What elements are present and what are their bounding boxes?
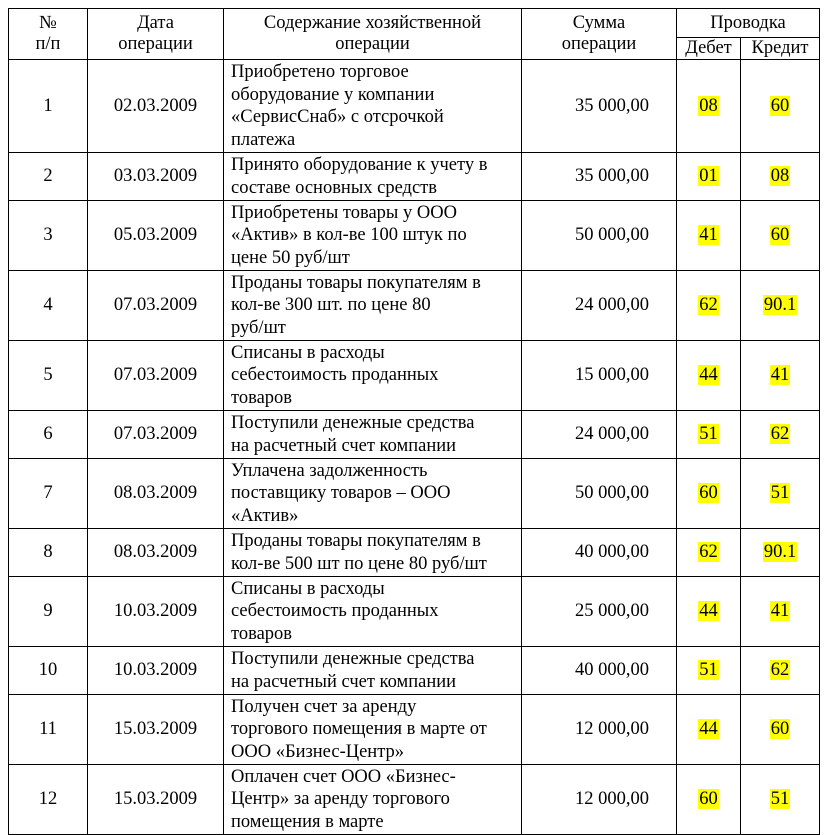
table-row <box>9 341 820 411</box>
row-content-line: Получен счет за аренду <box>231 696 417 717</box>
row-content <box>224 411 522 459</box>
row-date: 03.03.2009 <box>88 153 224 201</box>
row-content <box>224 647 522 695</box>
header-date <box>88 9 224 60</box>
table-row <box>9 153 820 201</box>
row-amount: 15 000,00 <box>522 341 677 411</box>
debit-account: 60 <box>699 789 718 810</box>
row-amount: 12 000,00 <box>522 765 677 835</box>
debit-account: 44 <box>699 601 718 622</box>
credit-account: 08 <box>770 166 790 187</box>
row-credit <box>741 765 820 835</box>
row-num: 7 <box>9 459 88 529</box>
row-content <box>224 695 522 765</box>
debit-account: 41 <box>699 225 718 246</box>
row-credit <box>741 411 820 459</box>
header-amount-line1: Сумма <box>572 13 626 33</box>
header-num-line1: № <box>39 13 57 33</box>
row-content-line: цене 50 руб/шт <box>231 247 350 268</box>
row-date: 07.03.2009 <box>88 341 224 411</box>
credit-account: 41 <box>770 601 790 622</box>
credit-account: 41 <box>770 365 790 386</box>
debit-account: 51 <box>699 660 718 681</box>
row-num: 8 <box>9 529 88 577</box>
row-content-line: Приобретены товары у ООО <box>231 202 457 223</box>
row-content-line: Уплачена задолженность <box>231 460 428 481</box>
table-row <box>9 695 820 765</box>
row-content <box>224 60 522 153</box>
row-credit <box>741 529 820 577</box>
row-content-line: «Актив» в кол-ве 100 штук по <box>231 225 467 246</box>
debit-account: 51 <box>699 424 718 445</box>
table-row <box>9 201 820 271</box>
debit-account: 62 <box>699 542 718 563</box>
table-header <box>9 9 820 60</box>
row-content-line: помещения в марте <box>231 811 384 832</box>
debit-account: 60 <box>699 483 718 504</box>
table-row <box>9 529 820 577</box>
row-amount: 12 000,00 <box>522 695 677 765</box>
row-date: 08.03.2009 <box>88 529 224 577</box>
row-num: 11 <box>9 695 88 765</box>
header-posting: Проводка <box>677 9 820 38</box>
row-content <box>224 153 522 201</box>
row-credit <box>741 695 820 765</box>
header-date-line1: Дата <box>137 13 174 33</box>
row-num: 12 <box>9 765 88 835</box>
row-content-line: «Актив» <box>231 505 299 526</box>
row-num: 4 <box>9 271 88 341</box>
row-amount: 50 000,00 <box>522 201 677 271</box>
row-content-line: Списаны в расходы <box>231 342 385 363</box>
header-content-line2: операции <box>335 34 410 54</box>
row-debit <box>677 411 741 459</box>
row-num: 1 <box>9 60 88 153</box>
row-content-line: Поступили денежные средства <box>231 649 475 669</box>
row-num: 6 <box>9 411 88 459</box>
header-content <box>224 9 522 60</box>
row-content <box>224 341 522 411</box>
row-credit <box>741 271 820 341</box>
row-date: 15.03.2009 <box>88 695 224 765</box>
row-credit <box>741 647 820 695</box>
row-amount: 40 000,00 <box>522 647 677 695</box>
row-content <box>224 529 522 577</box>
row-content-line: Проданы товары покупателям в <box>231 531 481 551</box>
row-debit <box>677 201 741 271</box>
row-content-line: Приобретено торговое <box>231 62 409 82</box>
header-amount <box>522 9 677 60</box>
table-body <box>9 60 820 835</box>
row-amount: 50 000,00 <box>522 459 677 529</box>
row-num: 3 <box>9 201 88 271</box>
table-row <box>9 60 820 153</box>
debit-account: 01 <box>699 166 718 187</box>
row-date: 07.03.2009 <box>88 271 224 341</box>
row-date: 15.03.2009 <box>88 765 224 835</box>
row-num: 5 <box>9 341 88 411</box>
row-amount: 24 000,00 <box>522 271 677 341</box>
row-amount: 25 000,00 <box>522 577 677 647</box>
header-debit: Дебет <box>677 38 741 60</box>
row-content-line: платежа <box>231 129 296 150</box>
table-row <box>9 459 820 529</box>
row-content-line: себестоимость проданных <box>231 601 439 622</box>
row-content-line: «СервисСнаб» с отсрочкой <box>231 107 444 127</box>
row-content-line: Принято оборудование к учету в <box>231 155 488 175</box>
row-debit <box>677 695 741 765</box>
row-content-line: кол-ве 300 шт. по цене 80 <box>231 295 431 316</box>
row-num: 2 <box>9 153 88 201</box>
row-num: 9 <box>9 577 88 647</box>
table-row <box>9 271 820 341</box>
table-row <box>9 765 820 835</box>
table-row <box>9 577 820 647</box>
row-amount: 35 000,00 <box>522 153 677 201</box>
credit-account: 60 <box>770 95 790 116</box>
row-credit <box>741 60 820 153</box>
credit-account: 90.1 <box>763 295 797 316</box>
row-content-line: Оплачен счет ООО «Бизнес- <box>231 766 456 787</box>
row-content-line: оборудование у компании <box>231 84 435 105</box>
row-content-line: кол-ве 500 шт по цене 80 руб/шт <box>231 553 487 574</box>
row-debit <box>677 647 741 695</box>
row-content-line: на расчетный счет компании <box>231 435 457 456</box>
debit-account: 44 <box>699 719 718 740</box>
header-content-line1: Содержание хозяйственной <box>263 13 482 33</box>
row-amount: 24 000,00 <box>522 411 677 459</box>
row-content-line: товаров <box>231 387 293 408</box>
debit-account: 62 <box>699 295 718 316</box>
row-debit <box>677 577 741 647</box>
row-date: 07.03.2009 <box>88 411 224 459</box>
row-credit <box>741 459 820 529</box>
row-date: 10.03.2009 <box>88 647 224 695</box>
row-content-line: Проданы товары покупателям в <box>231 272 481 293</box>
credit-account: 51 <box>770 789 790 810</box>
journal-table <box>8 8 820 835</box>
row-content <box>224 459 522 529</box>
row-content-line: составе основных средств <box>231 177 438 198</box>
row-debit <box>677 271 741 341</box>
header-num-line2: п/п <box>35 34 61 54</box>
row-date: 02.03.2009 <box>88 60 224 153</box>
header-num <box>9 9 88 60</box>
row-amount: 35 000,00 <box>522 60 677 153</box>
credit-account: 60 <box>770 225 790 246</box>
row-content-line: Поступили денежные средства <box>231 413 475 433</box>
table-row <box>9 647 820 695</box>
header-date-line2: операции <box>118 34 193 54</box>
debit-account: 44 <box>699 365 718 386</box>
row-debit <box>677 459 741 529</box>
row-content-line: Центр» за аренду торгового <box>231 789 450 810</box>
row-date: 08.03.2009 <box>88 459 224 529</box>
credit-account: 51 <box>770 483 790 504</box>
row-debit <box>677 153 741 201</box>
row-content-line: себестоимость проданных <box>231 365 439 386</box>
row-credit <box>741 153 820 201</box>
row-content <box>224 201 522 271</box>
row-content <box>224 765 522 835</box>
table-row <box>9 411 820 459</box>
row-content-line: Списаны в расходы <box>231 578 385 599</box>
row-debit <box>677 765 741 835</box>
row-amount: 40 000,00 <box>522 529 677 577</box>
row-date: 10.03.2009 <box>88 577 224 647</box>
row-content-line: ООО «Бизнес-Центр» <box>231 741 405 762</box>
row-debit <box>677 341 741 411</box>
row-content-line: торгового помещения в марте от <box>231 719 487 740</box>
row-credit <box>741 341 820 411</box>
row-content <box>224 271 522 341</box>
row-credit <box>741 577 820 647</box>
credit-account: 90.1 <box>763 542 797 563</box>
row-debit <box>677 60 741 153</box>
credit-account: 62 <box>770 660 790 681</box>
credit-account: 62 <box>770 424 790 445</box>
row-content-line: на расчетный счет компании <box>231 671 457 692</box>
header-credit: Кредит <box>741 38 820 60</box>
debit-account: 08 <box>699 95 718 116</box>
row-credit <box>741 201 820 271</box>
header-amount-line2: операции <box>561 34 637 54</box>
row-content-line: поставщику товаров – ООО <box>231 483 451 504</box>
row-content-line: товаров <box>231 623 293 644</box>
row-content <box>224 577 522 647</box>
row-num: 10 <box>9 647 88 695</box>
row-content-line: руб/шт <box>231 317 286 338</box>
credit-account: 60 <box>770 719 790 740</box>
row-debit <box>677 529 741 577</box>
row-date: 05.03.2009 <box>88 201 224 271</box>
